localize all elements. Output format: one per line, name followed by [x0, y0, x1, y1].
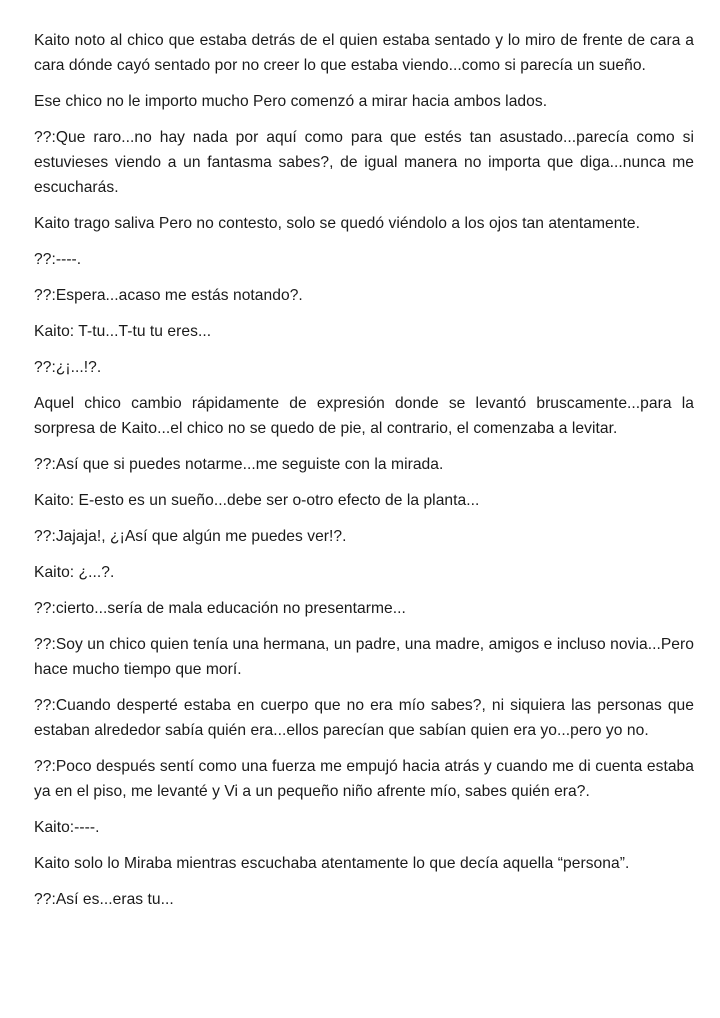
- paragraph-20: ??:Así es...eras tu...: [34, 891, 174, 908]
- paragraph-5: ??:----.: [34, 251, 82, 268]
- paragraph-4: Kaito trago saliva Pero no contesto, solo se quedó viéndolo a los ojos tan atentamente.: [34, 215, 640, 232]
- paragraph-16: ??:Cuando desperté estaba en cuerpo que no era mío sabes?, ni siquiera las personas que estaban alrededor sabía quién era...ellos parecían que sabían quien era yo...pero yo no.: [34, 697, 694, 739]
- paragraph-9: Aquel chico cambio rápidamente de expresión donde se levantó bruscamente...para la sorpresa de Kaito...el chico no se quedo de pie, al contrario, el comenzaba a levitar.: [34, 395, 694, 437]
- paragraph-6: ??:Espera...acaso me estás notando?.: [34, 287, 303, 304]
- paragraph-19: Kaito solo lo Miraba mientras escuchaba atentamente lo que decía aquella “persona”.: [34, 855, 630, 872]
- paragraph-2: Ese chico no le importo mucho Pero comenzó a mirar hacia ambos lados.: [34, 93, 548, 110]
- paragraph-15: ??:Soy un chico quien tenía una hermana, un padre, una madre, amigos e incluso novia...Pero hace mucho tiempo que morí.: [34, 636, 694, 678]
- paragraph-7: Kaito: T-tu...T-tu tu eres...: [34, 323, 212, 340]
- paragraph-11: Kaito: E-esto es un sueño...debe ser o-otro efecto de la planta...: [34, 492, 480, 509]
- paragraph-8: ??:¿¡...!?.: [34, 359, 102, 376]
- paragraph-14: ??:cierto...sería de mala educación no presentarme...: [34, 600, 406, 617]
- paragraph-17: ??:Poco después sentí como una fuerza me empujó hacia atrás y cuando me di cuenta estaba ya en el piso, me levanté y Vi a un pequeño niño afrente mío, sabes quién era?.: [34, 758, 694, 800]
- paragraph-10: ??:Así que si puedes notarme...me seguiste con la mirada.: [34, 456, 444, 473]
- paragraph-12: ??:Jajaja!, ¿¡Así que algún me puedes ver!?.: [34, 528, 347, 545]
- paragraph-3: ??:Que raro...no hay nada por aquí como para que estés tan asustado...parecía como si estuvieses viendo a un fantasma sabes?, de igual manera no importa que diga...nunca me escucharás.: [34, 129, 694, 196]
- paragraph-1: Kaito noto al chico que estaba detrás de el quien estaba sentado y lo miro de frente de cara a cara dónde cayó sentado por no creer lo que estaba viendo...como si parecía un sueño.: [34, 32, 694, 74]
- paragraph-18: Kaito:----.: [34, 819, 100, 836]
- paragraph-13: Kaito: ¿...?.: [34, 564, 115, 581]
